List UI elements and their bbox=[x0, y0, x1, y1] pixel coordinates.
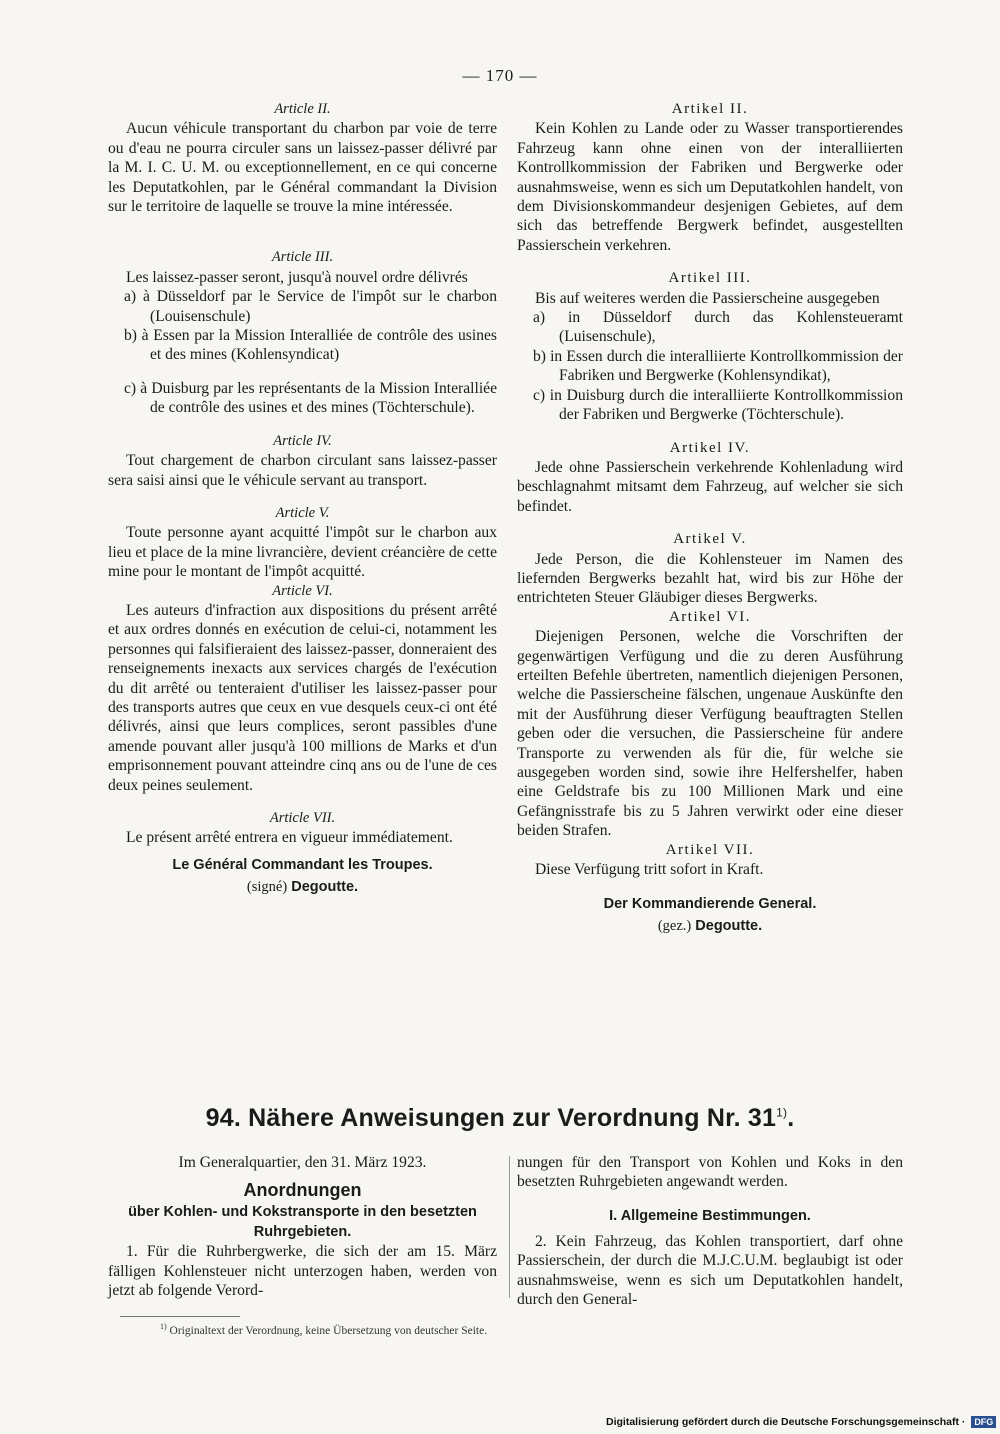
fr-article-6-text: Les auteurs d'infraction aux dispositions du présent arrêté et aux ordres donnés en exécution de celui-ci, notamment les personnes qui falsifieraient des laissez-passer, donneraient des renseignements inexacts aux services chargés de l'exécution du dit arrêté ou tenteraient d'utiliser les laissez-passer pour des transports autres que ceux en vue desquels ceux-ci ont été délivrés, ainsi que leurs complices, seront passibles d'une amende pouvant aller jusqu'à 100 millions de Marks et d'un emprisonnement pouvant atteindre cinq ans ou de l'une de ces deux peines seulement. bbox=[108, 601, 497, 794]
fr-signature-title: Le Général Commandant les Troupes. bbox=[172, 856, 433, 873]
fr-article-7-text: Le présent arrêté entrera en vigueur immédiatement. bbox=[126, 829, 453, 847]
footnote bbox=[160, 1322, 487, 1337]
fr-article-5-text: Toute personne ayant acquitté l'impôt sur le charbon aux lieu et place de la mine livrancière, devient créancière de cette mine pour le montant de l'impôt acquitté. bbox=[108, 524, 497, 581]
de-article-4-heading: Artikel IV. bbox=[669, 439, 751, 456]
fr-article-5-heading: Article V. bbox=[275, 504, 330, 521]
de-signature bbox=[517, 893, 903, 937]
fr-article-3-item-a: a) à Düsseldorf par le Service de l'impôt sur le charbon (Louisenschule) bbox=[124, 288, 497, 325]
fr-article-6-heading: Article VI. bbox=[272, 582, 333, 599]
de-article-6-heading: Artikel VI. bbox=[668, 608, 752, 625]
dfg-notice bbox=[606, 1416, 996, 1428]
de-article-6-text: Diejenigen Personen, welche die Vorschriften der gegenwärtigen Verfügung und die zu deren Ausführung erteilten Befehle übertreten, namentlich diejenigen Personen, welche die Passierscheine fälschen, ungenaue Auskünfte den mit der Ausführung dieser Verfügung beauftragten Stellen geben oder die versuchen, die Passierscheine für andere Transporte zu verwenden als für die, für welche sie ausgegeben worden sind, sowie ihre Helfershelfer, haben eine Geldstrafe bis zu 100 Millionen Mark und eine Gefängnisstrafe bis zu 5 Jahren verwirkt oder eine dieser beiden Strafen. bbox=[517, 628, 903, 840]
section-94-footnote-ref: 1) bbox=[776, 1105, 788, 1120]
column-divider bbox=[509, 1156, 510, 1298]
de-article-2-text: Kein Kohlen zu Lande oder zu Wasser transportierendes Fahrzeug kann ohne einen von der interalliierten Kontrollkommission der Fabriken und Bergwerke oder ausnahmsweise, wenn es sich um Deputatkohlen handelt, von dem Divisionskommandeur desjenigen Gebietes, auf dem sich das betreffende Bergwerk befindet, ausgestellten Passierschein verkehren. bbox=[517, 120, 903, 254]
fr-article-7-heading: Article VII. bbox=[269, 810, 336, 826]
de-article-3-heading: Artikel III. bbox=[668, 270, 752, 287]
de-signature-name: Degoutte. bbox=[695, 918, 763, 935]
section-94-date-line: Im Generalquartier, den 31. März 1923. bbox=[178, 1154, 427, 1171]
section-94-heading: 94. Nähere Anweisungen zur Verordnung Nr. 31$^{1)}$. bbox=[205, 1104, 795, 1132]
de-article-3-intro: Bis auf weiteres werden die Passierscheine ausgegeben bbox=[535, 289, 880, 307]
fr-article-3-intro: Les laissez-passer seront, jusqu'à nouvel ordre délivrés bbox=[126, 268, 468, 286]
section-94-title: Anordnungen bbox=[243, 1180, 362, 1201]
de-article-5-text: Jede Person, die die Kohlensteuer im Namen des liefernden Bergwerks bezahlt hat, wird bis zur Höhe der entrichteten Steuer Gläubiger dieses Bergwerks. bbox=[517, 550, 903, 607]
footnote-rule bbox=[120, 1316, 240, 1317]
fr-article-2-heading: Article II. bbox=[274, 101, 331, 117]
fr-signature-signed: (signé) bbox=[246, 878, 288, 895]
page-number: — 170 — bbox=[462, 66, 538, 85]
section-94-para1-right: nungen für den Transport von Kohlen und Koks in den besetzten Ruhrgebieten angewandt werden. bbox=[517, 1154, 903, 1191]
fr-article-3-heading: Article III. bbox=[271, 249, 334, 266]
de-signature-signed: (gez.) bbox=[657, 918, 692, 935]
section-94-para1-left: 1. Für die Ruhrbergwerke, die sich der am 15. März fälligen Kohlensteuer nicht unterzogen haben, werden von jetzt ab folgende Verord- bbox=[108, 1243, 497, 1300]
section-94-left-column bbox=[108, 1153, 497, 1301]
fr-signature-name: Degoutte. bbox=[291, 878, 359, 895]
de-article-7-text: Diese Verfügung tritt sofort in Kraft. bbox=[535, 861, 764, 879]
de-article-2-heading: Artikel II. bbox=[671, 101, 749, 117]
section-94-subtitle: über Kohlen- und Kokstransporte in den besetzten Ruhrgebieten. bbox=[128, 1204, 477, 1241]
dfg-logo: DFG bbox=[971, 1416, 996, 1428]
footnote-marker: 1) bbox=[160, 1322, 167, 1331]
footnote-text: Originaltext der Verordnung, keine Übersetzung von deutscher Seite. bbox=[169, 1324, 488, 1337]
de-article-3-item-b: b) in Essen durch die interalliierte Kontrollkommission der Fabriken und Bergwerke (Kohlensyndikat), bbox=[533, 347, 903, 385]
de-article-4-text: Jede ohne Passierschein verkehrende Kohlenladung wird beschlagnahmt mitsamt dem Fahrzeug, auf welcher sie sich befindet. bbox=[517, 458, 903, 515]
de-signature-title: Der Kommandierende General. bbox=[603, 896, 817, 913]
fr-article-2-text: Aucun véhicule transportant du charbon par voie de terre ou d'eau ne pourra circuler sans un laissez-passer délivré par la M. I. C. U. M. ou exceptionnellement, en ce qui concerne les Deputatkohlen, par le Général commandant la Division sur le territoire de laquelle se trouve la mine intéressée. bbox=[108, 120, 497, 216]
french-column bbox=[108, 100, 497, 898]
section-94-heading-text: 94. Nähere Anweisungen zur Verordnung Nr. 31 bbox=[205, 1104, 777, 1132]
fr-article-3-item-b: b) à Essen par la Mission Interalliée de contrôle des usines et des mines (Kohlensyndicat) bbox=[124, 327, 497, 364]
de-article-5-heading: Artikel V. bbox=[673, 531, 747, 548]
de-article-3-item-c: c) in Duisburg durch die interalliierte Kontrollkommission der Fabriken und Bergwerke (Töchterschule). bbox=[533, 386, 903, 424]
section-94-para2: 2. Kein Fahrzeug, das Kohlen transportiert, darf ohne Passierschein, der durch die M.J.C.U.M. beglaubigt ist oder ausnahmsweise, wenn es sich um Deputatkohlen handelt, durch den General- bbox=[517, 1232, 903, 1309]
section-94-right-column bbox=[517, 1153, 903, 1309]
section-94-general-provisions-heading: I. Allgemeine Bestimmungen. bbox=[609, 1207, 811, 1224]
fr-article-4-heading: Article IV. bbox=[273, 432, 332, 449]
de-article-3-item-a: a) in Düsseldorf durch das Kohlensteueramt (Luisenschule), bbox=[533, 309, 903, 346]
de-article-7-heading: Artikel VII. bbox=[665, 841, 755, 858]
fr-article-3-item-c: c) à Duisburg par les représentants de la Mission Interalliée de contrôle des usines et des mines (Töchterschule). bbox=[124, 379, 497, 417]
german-column bbox=[517, 100, 903, 937]
fr-signature bbox=[108, 854, 497, 898]
fr-article-4-text: Tout chargement de charbon circulant sans laissez-passer sera saisi ainsi que le véhicule servant au transport. bbox=[108, 452, 497, 489]
dfg-notice-text: Digitalisierung gefördert durch die Deutsche Forschungsgemeinschaft · bbox=[606, 1416, 966, 1428]
